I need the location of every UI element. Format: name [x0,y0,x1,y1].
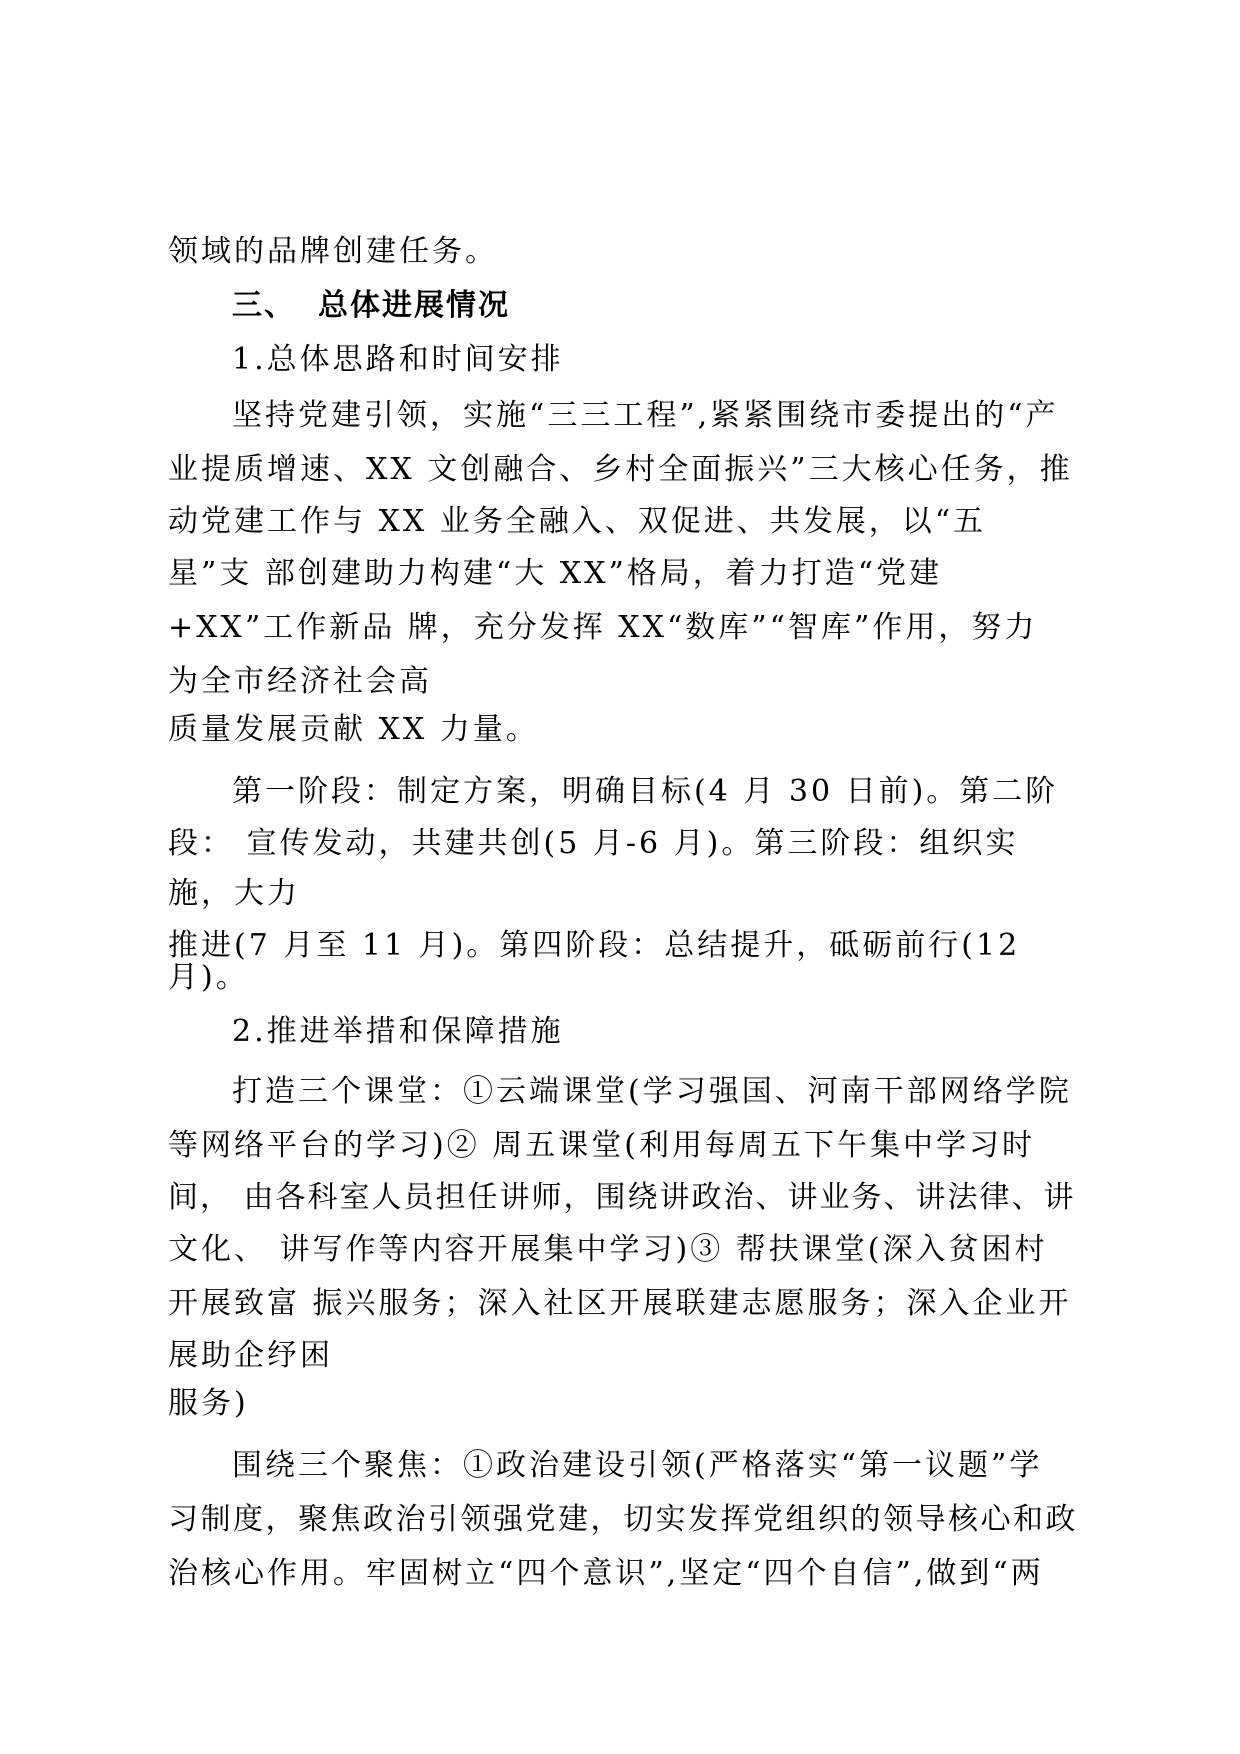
paragraph-line: 月)。 [168,960,249,995]
paragraph-line: 推进(7 月至 11 月)。第四阶段：总结提升，砥砺前行(12 [168,928,1021,963]
paragraph-line: 业提质增速、XX 文创融合、乡村全面振兴”三大核心任务，推 [168,452,1073,487]
paragraph-line: 施，大力 [168,876,300,911]
paragraph-line: +XX”工作新品 牌，充分发挥 XX“数库”“智库”作用，努力 [168,610,1038,645]
paragraph-line: 质量发展贡献 XX 力量。 [168,712,539,747]
section-number: 三、 [232,288,296,323]
paragraph-line: 第一阶段：制定方案，明确目标(4 月 30 日前)。第二阶 [232,774,1059,809]
paragraph-line: 领域的品牌创建任务。 [168,234,498,269]
paragraph-line: 等网络平台的学习)② 周五课堂(利用每周五下午集中学习时 [168,1128,1035,1163]
paragraph-line: 段： 宣传发动，共建共创(5 月-6 月)。第三阶段：组织实 [168,826,1019,861]
paragraph-line: 星”支 部创建助力构建“大 XX”格局，着力打造“党建 [168,556,943,591]
subsection-title: 2.推进举措和保障措施 [232,1014,564,1049]
paragraph-line: 服务) [168,1386,249,1421]
paragraph-line: 习制度，聚焦政治引领强党建，切实发挥党组织的领导核心和政 [168,1502,1078,1537]
paragraph-line: 开展致富 振兴服务；深入社区开展联建志愿服务；深入企业开 [168,1286,1072,1321]
paragraph-line: 展助企纾困 [168,1338,333,1373]
paragraph-line: 坚持党建引领，实施“三三工程”,紧紧围绕市委提出的“产 [232,398,1059,433]
paragraph-line: 打造三个课堂：①云端课堂(学习强国、河南干部网络学院 [232,1074,1072,1109]
subsection-title: 1.总体思路和时间安排 [232,342,564,377]
paragraph-line: 文化、 讲写作等内容开展集中学习)③ 帮扶课堂(深入贫困村 [168,1232,1048,1267]
paragraph-line: 治核心作用。牢固树立“四个意识”,坚定“四个自信”,做到“两 [168,1556,1044,1591]
paragraph-line: 动党建工作与 XX 业务全融入、双促进、共发展，以“五 [168,504,987,539]
section-title: 总体进展情况 [318,288,510,323]
paragraph-line: 围绕三个聚焦：①政治建设引领(严格落实“第一议题”学 [232,1448,1043,1483]
section-heading [232,288,510,324]
paragraph-line: 间， 由各科室人员担任讲师，围绕讲政治、讲业务、讲法律、讲 [168,1180,1076,1215]
paragraph-line: 为全市经济社会高 [168,664,432,699]
